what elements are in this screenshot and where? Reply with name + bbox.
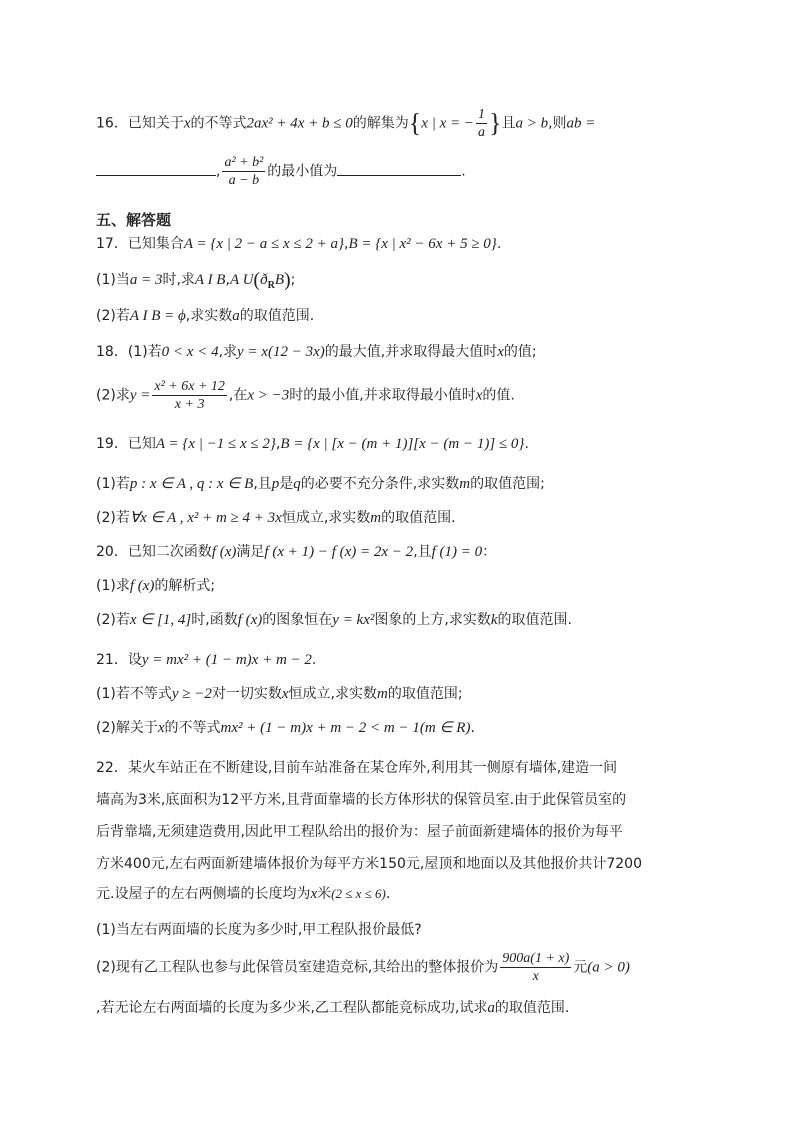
q22-line8: ,若无论左右两面墙的长度为多少米,乙工程队都能竞标成功,试求a的取值范围. (96, 1000, 570, 1016)
q16-number: 16． (96, 115, 128, 132)
q19-stem: 19．已知A = {x | −1 ≤ x ≤ 2},B = {x | [x − (m + 1)][x − (m − 1)] ≤ 0}. (96, 436, 529, 452)
q19-part1: (1)若p : x ∈ A , q : x ∈ B,且p是q的必要不充分条件,求实数m的取值范围; (96, 476, 545, 492)
q17-stem: 17．已知集合A = {x | 2 − a ≤ x ≤ 2 + a},B = {x | x² − 6x + 5 ≥ 0}. (96, 236, 502, 252)
q22-part2: (2)现有乙工程队也参与此保管员室建造竞标,其给出的整体报价为 $\frac{900a(1 + x)}{x}$ 元(a > 0) (96, 951, 630, 984)
q20-part2: (2)若x ∈ [1, 4]时,函数f (x)的图象恒在y = kx²图象的上方,求实数k的取值范围. (96, 612, 572, 628)
q22-part1: (1)当左右两面墙的长度为多少时,甲工程队报价最低? (96, 922, 422, 938)
q22-fraction: $\frac{900a(1 + x)}{x}$ (502, 951, 570, 984)
q20-stem: 20．已知二次函数f (x)满足f (x + 1) − f (x) = 2x − 2,且f (1) = 0： (96, 544, 497, 560)
q18-fraction: $\frac{\text{x² + 6x + 12}}{x + 3}$ (154, 379, 225, 412)
q16-line1: 16．已知关于x的不等式2ax² + 4x + b ≤ 0的解集为{x | x = − $\frac{1}{a}$ }且a > b,则ab = (96, 107, 596, 140)
q21-part1: (1)若不等式y ≥ −2对一切实数x恒成立,求实数m的取值范围; (96, 686, 463, 702)
section-heading: 五、解答题 (96, 211, 172, 229)
q16-answer-blank-2[interactable] (337, 161, 461, 176)
q16-line2: , $\frac{\text{a² + b²}}{a - b}$ 的最小值为 . (96, 154, 716, 190)
q17-part2: (2)若A I B = ϕ,求实数a的取值范围. (96, 308, 315, 324)
q16-set: x | x = − (421, 115, 474, 132)
q22-line2: 墙高为3米,底面积为12平方米,且背面靠墙的长方体形状的保管员室.由于此保管员室的 (96, 792, 627, 808)
q21-part2: (2)解关于x的不等式mx² + (1 − m)x + m − 2 < m − 1(m ∈ R). (96, 720, 475, 736)
q22-line5: 元.设屋子的左右两侧墙的长度均为x米(2 ≤ x ≤ 6). (96, 886, 391, 902)
q22-line4: 方米400元,左右两面新建墙体报价为每平方米150元,屋顶和地面以及其他报价共计7200 (96, 856, 642, 872)
q16-answer-blank-1[interactable] (96, 161, 216, 176)
q17-part1: (1)当a = 3时,求A I B,A $U(ð_RB)$; (96, 269, 296, 291)
q20-part1: (1)求f (x)的解析式; (96, 578, 216, 594)
q22-line3: 后背靠墙,无须建造费用,因此甲工程队给出的报价为：屋子前面新建墙体的报价为每平 (96, 824, 623, 840)
q16-fraction: $\frac{1}{a}$ (477, 107, 485, 140)
q18-part1: 18．(1)若0 < x < 4,求y = x(12 − 3x)的最大值,并求取得最大值时x的值; (96, 344, 537, 360)
q19-part2: (2)若∀x ∈ A , x² + m ≥ 4 + 3x恒成立,求实数m的取值范围. (96, 510, 456, 526)
q22-line1: 22．某火车站正在不断建设,目前车站准备在某仓库外,利用其一侧原有墙体,建造一间 (96, 760, 618, 776)
q18-part2: (2)求y = $\frac{\text{x² + 6x + 12}}{x + 3}$ ,在x > −3时的最小值,并求取得最小值时x的值. (96, 379, 515, 412)
q16-inequality: 2ax² + 4x + b ≤ 0 (246, 115, 353, 132)
q16-fraction-2: $\frac{\text{a² + b²}}{a - b}$ (224, 155, 264, 188)
q21-stem: 21．设y = mx² + (1 − m)x + m − 2. (96, 652, 317, 668)
